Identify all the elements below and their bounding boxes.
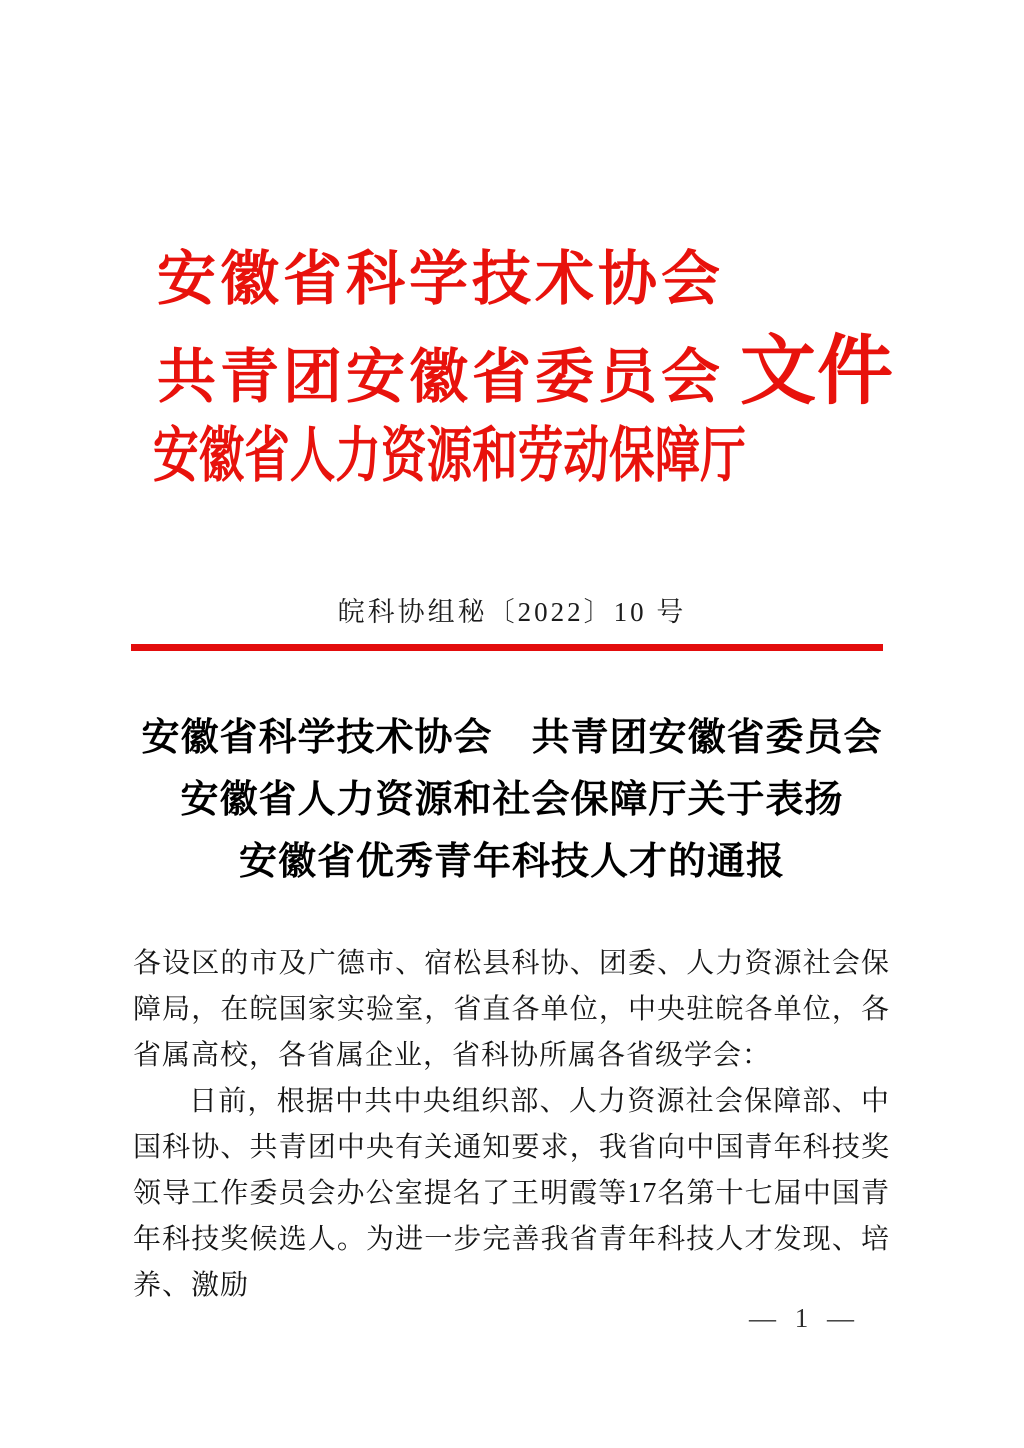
- letterhead-org-line-1: 安徽省科学技术协会: [157, 246, 725, 312]
- title-line-1: 安徽省科学技术协会 共青团安徽省委员会: [141, 717, 883, 759]
- letterhead-document-word: 文件: [740, 330, 895, 414]
- document-number: 皖科协组秘〔2022〕10 号: [337, 597, 687, 627]
- letterhead-org-line-2-text: 共青团安徽省委员会: [157, 344, 725, 410]
- page-number: — 1 —: [749, 1303, 860, 1333]
- title-line-2: 安徽省人力资源和社会保障厅关于表扬: [180, 779, 844, 821]
- letterhead-org-line-3: 安徽省人力资源和劳动保障厅: [153, 423, 746, 489]
- body-paragraph-main: 日前，根据中共中央组织部、人力资源社会保障部、中国科协、共青团中央有关通知要求，我省向中国青年科技奖领导工作委员会办公室提名了王明霞等17名第十七届中国青年科技奖候选人。为进一步完善我省青年科技人才发现、培养、激励: [133, 1086, 890, 1301]
- title-line-3: 安徽省优秀青年科技人才的通报: [238, 841, 785, 883]
- document-title: [0, 707, 1024, 893]
- body-paragraph-addressees: 各设区的市及广德市、宿松县科协、团委、人力资源社会保障局，在皖国家实验室，省直各单位，中央驻皖各单位，各省属高校，各省属企业，省科协所属各省级学会：: [133, 948, 890, 1071]
- document-body: [133, 941, 890, 1309]
- letterhead-org-line-2: [157, 330, 895, 414]
- red-divider-rule: [131, 644, 883, 651]
